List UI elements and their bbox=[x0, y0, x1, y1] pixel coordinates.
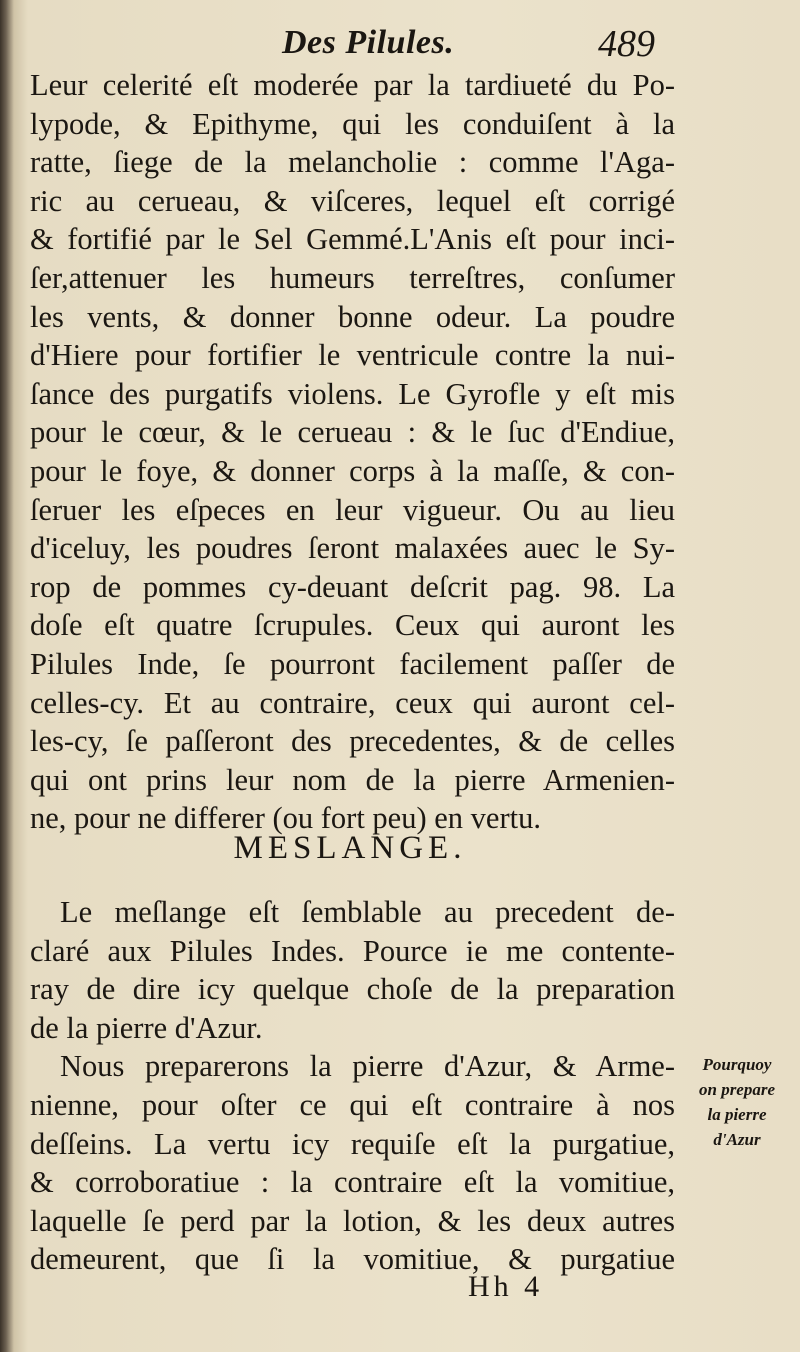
text-line: claré aux Pilules Indes. Pource ie me contente- bbox=[30, 933, 675, 968]
paragraph-pilules bbox=[30, 66, 675, 838]
text-line: deſſeins. La vertu icy requiſe eſt la purgatiue, bbox=[30, 1126, 675, 1161]
text-line: Le meſlange eſt ſemblable au precedent de- bbox=[60, 895, 675, 929]
text-line: ne, pour ne differer (ou fort peu) en vertu. bbox=[30, 801, 541, 836]
text-line: Pilules Inde, ſe pourront facilement paſſer de bbox=[30, 646, 675, 681]
text-line: ſeruer les eſpeces en leur vigueur. Ou au lieu bbox=[30, 492, 675, 527]
text-line: ray de dire icy quelque choſe de la preparation bbox=[30, 972, 675, 1007]
text-line: de la pierre d'Azur. bbox=[30, 1010, 263, 1045]
text-line: les vents, & donner bonne odeur. La poudre bbox=[30, 299, 675, 334]
text-line: lypode, & Epithyme, qui les conduiſent à la bbox=[30, 106, 675, 141]
text-line: nienne, pour oſter ce qui eſt contraire à nos bbox=[30, 1087, 675, 1122]
margin-note-line: on prepare bbox=[698, 1080, 776, 1099]
text-line: doſe eſt quatre ſcrupules. Ceux qui auront les bbox=[30, 608, 675, 643]
section-title: MESLANGE. bbox=[233, 830, 467, 866]
text-line: demeurent, que ſi la vomitiue, & purgatiue bbox=[30, 1242, 675, 1277]
paragraph-meslange bbox=[30, 893, 675, 1279]
text-line: d'Hiere pour fortifier le ventricule contre la nui- bbox=[30, 338, 675, 373]
text-line: & corroboratiue : la contraire eſt la vomitiue, bbox=[30, 1165, 675, 1200]
margin-note-line: d'Azur bbox=[713, 1130, 761, 1149]
margin-note bbox=[676, 1052, 798, 1152]
text-line: pour le cœur, & le cerueau : & le ſuc d'Endiue, bbox=[30, 415, 675, 450]
text-line: ſer,attenuer les humeurs terreſtres, conſumer bbox=[30, 260, 675, 295]
text-line: ſance des purgatifs violens. Le Gyrofle y eſt mis bbox=[30, 376, 675, 411]
text-line: les-cy, ſe paſſeront des precedentes, & de celles bbox=[30, 724, 675, 759]
text-line: & fortifié par le Sel Gemmé.L'Anis eſt pour inci- bbox=[30, 222, 675, 257]
text-line: Leur celerité eſt moderée par la tardiueté du Po- bbox=[30, 68, 675, 102]
text-line: celles-cy. Et au contraire, ceux qui auront cel- bbox=[30, 685, 675, 720]
signature-mark: Hh 4 bbox=[468, 1270, 544, 1303]
text-line: ric au cerueau, & viſceres, lequel eſt corrigé bbox=[30, 183, 675, 218]
text-line: Nous preparerons la pierre d'Azur, & Arme- bbox=[60, 1049, 675, 1084]
text-line: qui ont prins leur nom de la pierre Armenien- bbox=[30, 762, 675, 797]
running-head: Des Pilules. bbox=[282, 24, 455, 61]
text-line: rop de pommes cy-deuant deſcrit pag. 98. La bbox=[30, 569, 675, 604]
page-number: 489 bbox=[598, 23, 655, 65]
text-line: ratte, ſiege de la melancholie : comme l'Aga- bbox=[30, 145, 675, 180]
text-line: laquelle ſe perd par la lotion, & les deux autres bbox=[30, 1203, 675, 1238]
text-line: pour le foye, & donner corps à la maſſe, & con- bbox=[30, 453, 675, 488]
text-line: d'iceluy, les poudres ſeront malaxées auec le Sy- bbox=[30, 531, 675, 566]
margin-note-line: Pourquoy bbox=[702, 1055, 772, 1074]
margin-note-line: la pierre bbox=[707, 1105, 767, 1124]
